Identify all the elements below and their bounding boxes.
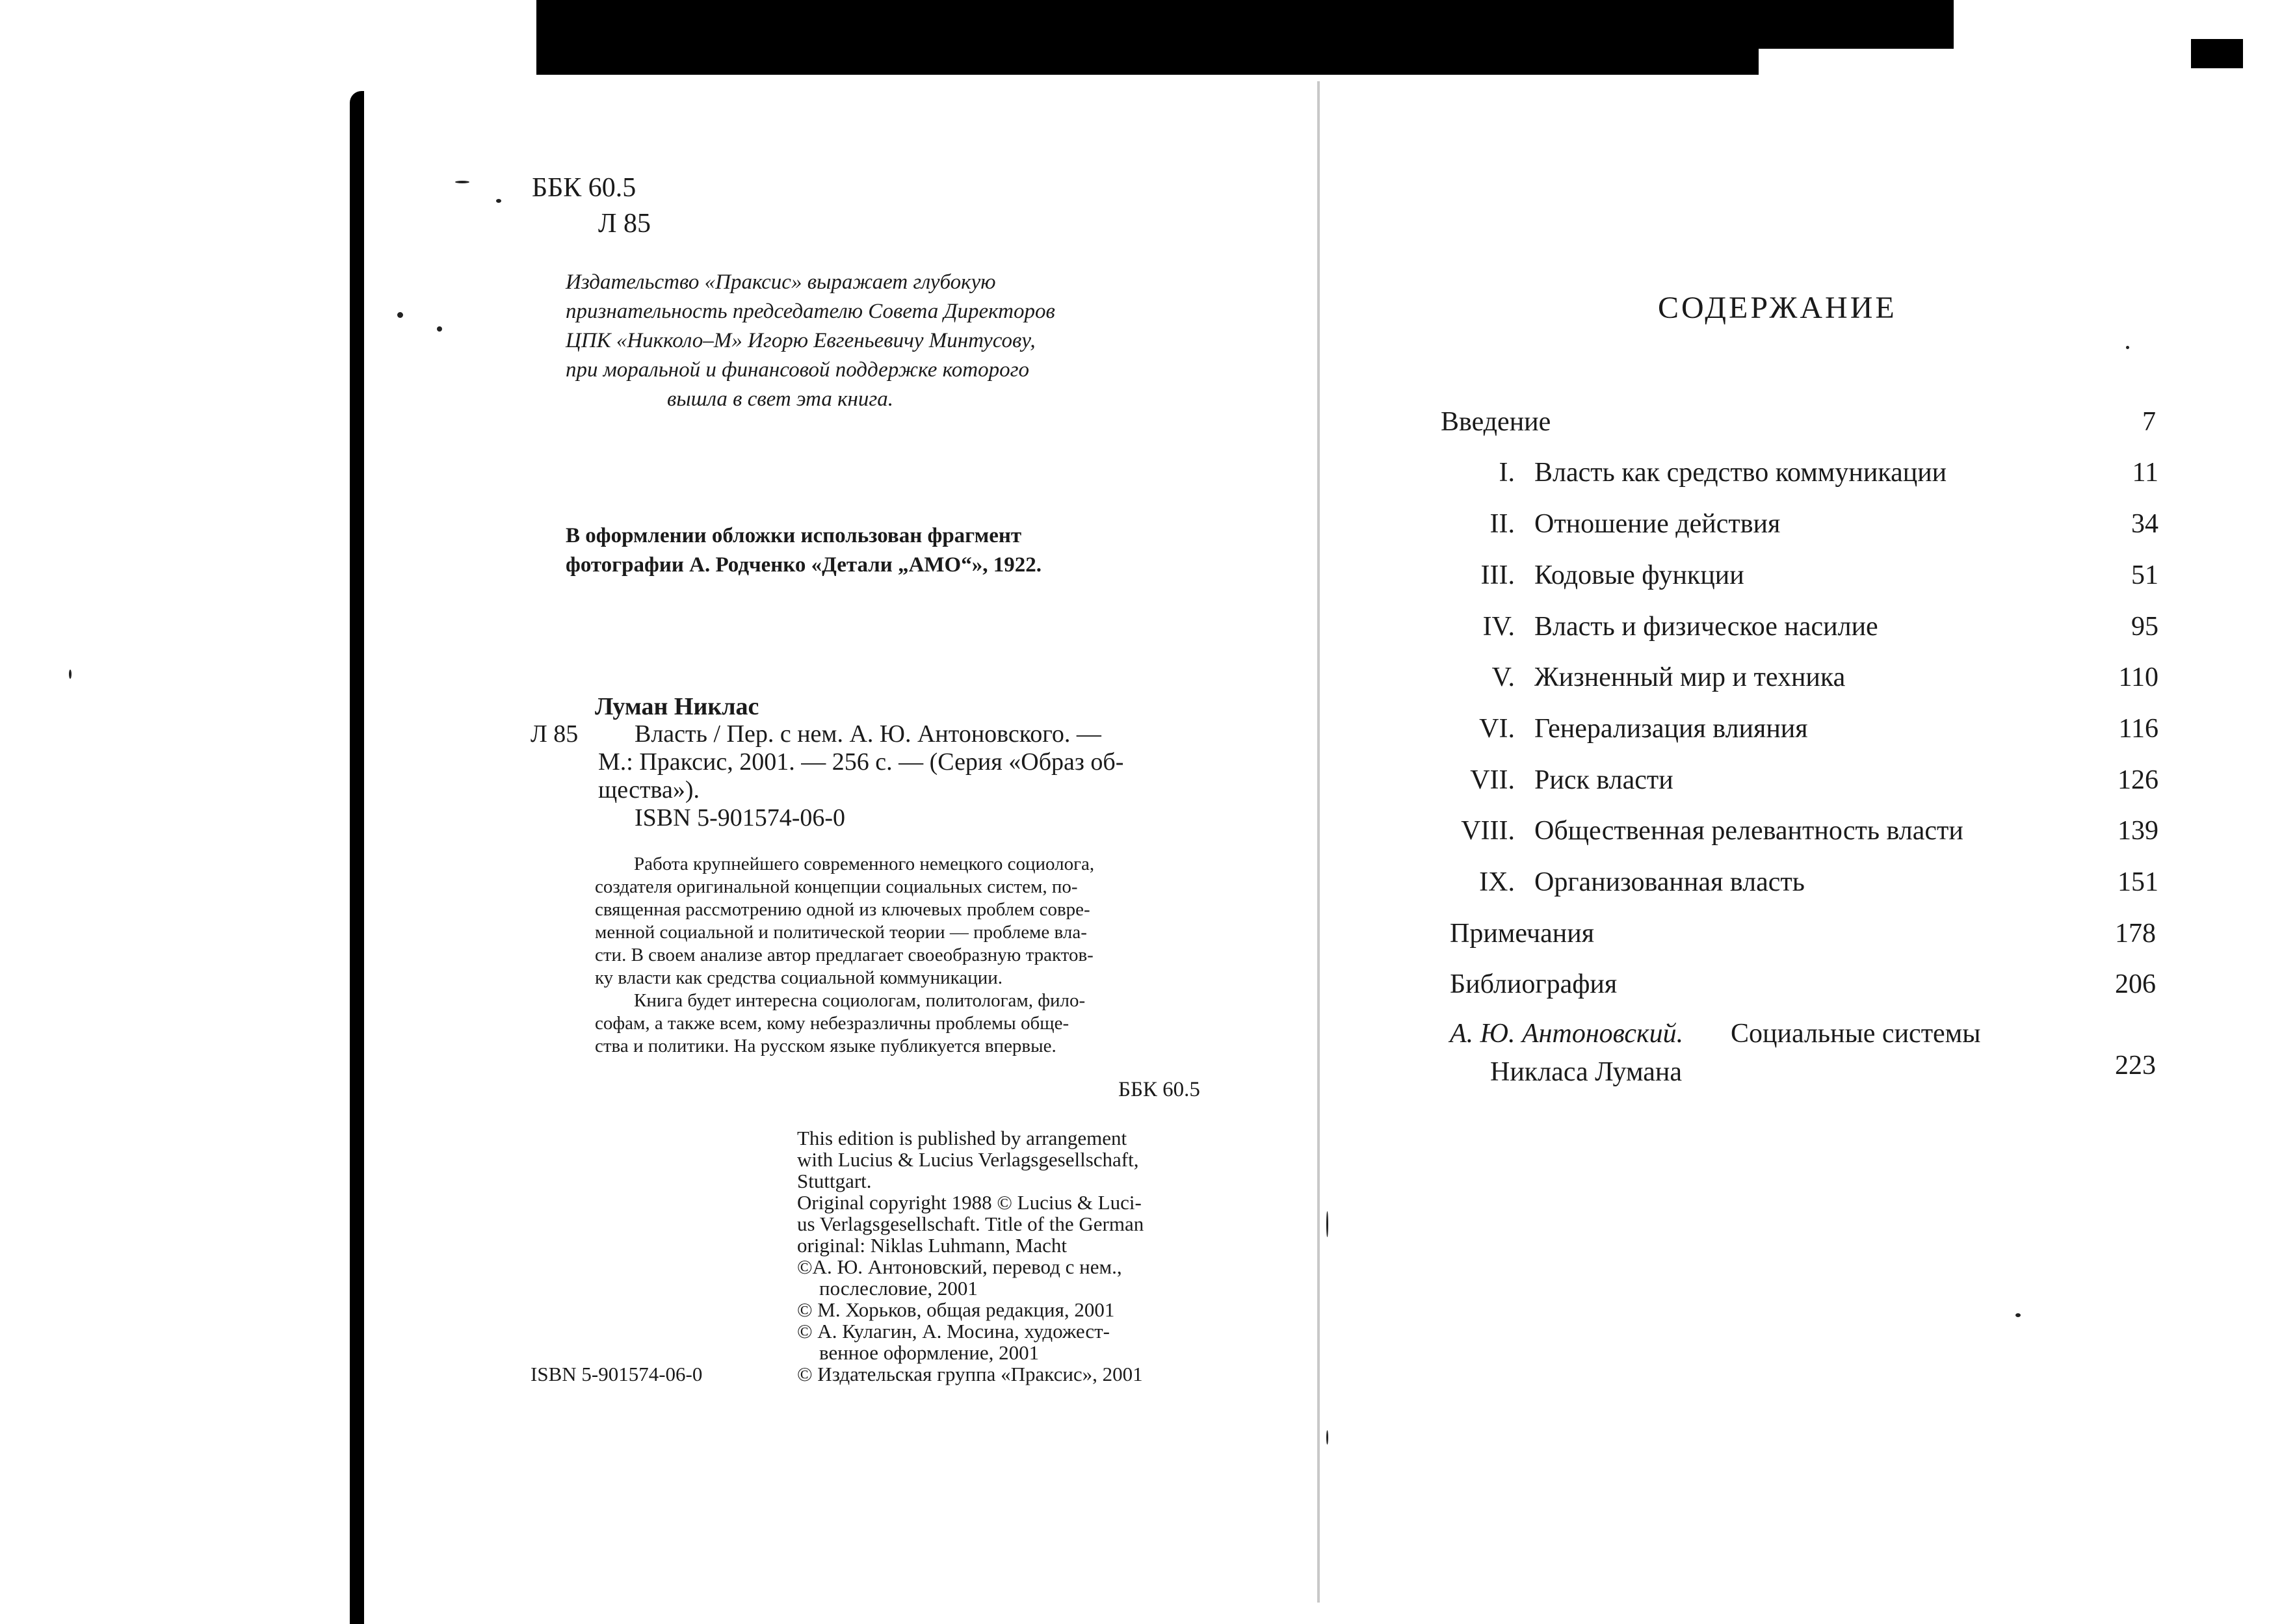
scan-speck [496, 199, 501, 203]
cover-note-line: фотографии А. Родченко «Детали „АМО“», 1922. [566, 553, 1042, 577]
toc-number: III. [1480, 560, 1515, 590]
toc-page: 223 [2115, 1051, 2156, 1080]
scan-speck [69, 670, 72, 679]
acknowledgement-line: Издательство «Праксис» выражает глубокую [566, 270, 996, 294]
toc-title: Кодовые функции [1534, 560, 1744, 590]
acknowledgement-line: ЦПК «Никколо–М» Игорю Евгеньевичу Минтусову, [566, 329, 1036, 352]
toc-title: Библиография [1450, 969, 1618, 999]
toc-title: Отношение действия [1534, 509, 1781, 539]
toc-page: 206 [2115, 969, 2156, 999]
scan-speck [1326, 1430, 1328, 1445]
toc-number: I. [1499, 458, 1515, 488]
biblio-line: щества»). [598, 776, 700, 804]
toc-row [1443, 611, 2158, 650]
toc-page: 139 [2118, 816, 2158, 846]
scan-speck [397, 312, 403, 318]
biblio-author: Луман Никлас [595, 693, 759, 720]
scan-speck [437, 326, 442, 332]
scan-speck [2015, 1313, 2021, 1317]
abstract-line: Книга будет интересна социологам, политологам, фило- [634, 990, 1086, 1011]
toc-number: IV. [1482, 612, 1515, 642]
toc-page: 151 [2118, 867, 2158, 897]
abstract-line: ку власти как средства социальной коммуникации. [595, 967, 1003, 988]
toc-title: Власть как средство коммуникации [1534, 458, 1947, 488]
copyright-line: Original copyright 1988 © Lucius & Luci- [797, 1191, 1142, 1214]
toc-title: Власть и физическое насилие [1534, 612, 1878, 642]
toc-number: VI. [1479, 714, 1515, 744]
toc-title: Риск власти [1534, 765, 1673, 795]
abstract-line: софам, а также всем, кому небезразличны проблемы обще- [595, 1013, 1069, 1034]
toc-row [1443, 457, 2158, 496]
scan-border-top-left [536, 0, 1759, 81]
acknowledgement-line: при моральной и финансовой поддержке которого [566, 358, 1029, 382]
biblio-isbn: ISBN 5-901574-06-0 [635, 804, 846, 832]
toc-page: 11 [2132, 458, 2158, 488]
isbn-bottom: ISBN 5-901574-06-0 [531, 1363, 703, 1385]
toc-row [1443, 765, 2158, 804]
scan-border-top-right [1759, 0, 1954, 49]
scan-border-top-corner [2191, 39, 2243, 68]
copyright-line: with Lucius & Lucius Verlagsgesellschaft, [797, 1148, 1139, 1171]
toc-row [1443, 508, 2158, 547]
abstract-line: создателя оригинальной концепции социальных систем, по- [595, 876, 1078, 897]
toc-title: Общественная релевантность власти [1534, 816, 1963, 846]
toc-title: Организованная власть [1534, 867, 1805, 897]
biblio-line: М.: Праксис, 2001. — 256 с. — (Серия «Образ об- [598, 748, 1124, 776]
abstract-line: менной социальной и политической теории — проблеме вла- [595, 922, 1087, 943]
biblio-line: Власть / Пер. с нем. А. Ю. Антоновского. — [635, 720, 1101, 748]
toc-row [1450, 918, 2156, 957]
copyright-line: © А. Кулагин, А. Мосина, художест- [797, 1320, 1110, 1342]
copyright-line: послесловие, 2001 [819, 1277, 978, 1300]
cover-note-line: В оформлении обложки использован фрагмент [566, 524, 1022, 547]
toc-row [1443, 662, 2158, 701]
toc-row [1443, 815, 2158, 854]
toc-title: Жизненный мир и техника [1534, 662, 1846, 692]
abstract-line: Работа крупнейшего современного немецкого социолога, [634, 854, 1095, 874]
scan-speck [2126, 346, 2129, 349]
copyright-line: венное оформление, 2001 [819, 1341, 1040, 1364]
toc-title: Введение [1441, 407, 1551, 437]
toc-page: 178 [2115, 919, 2156, 949]
toc-row [1450, 969, 2156, 1008]
copyright-line: This edition is published by arrangement [797, 1127, 1127, 1149]
scan-speck [455, 181, 469, 183]
copyright-line: © Издательская группа «Праксис», 2001 [797, 1363, 1143, 1385]
spine-gutter [1317, 81, 1320, 1603]
scan-speck [1326, 1211, 1328, 1237]
toc-page: 51 [2131, 560, 2158, 590]
abstract-line: сти. В своем анализе автор предлагает своеобразную трактов- [595, 945, 1094, 965]
abstract-line: священная рассмотрению одной из ключевых проблем совре- [595, 899, 1090, 920]
copyright-line: Stuttgart. [797, 1170, 872, 1192]
toc-number: IX. [1479, 867, 1515, 897]
toc-number: II. [1489, 509, 1515, 539]
afterword-title-line: Социальные системы [1731, 1019, 1981, 1049]
toc-page: 7 [2142, 407, 2156, 437]
copyright-line: us Verlagsgesellschaft. Title of the German [797, 1212, 1144, 1235]
toc-number: VII. [1470, 765, 1515, 795]
toc-heading: СОДЕРЖАНИЕ [1658, 291, 1897, 325]
toc-page: 95 [2131, 612, 2158, 642]
copyright-line: original: Niklas Luhmann, Macht [797, 1234, 1067, 1257]
acknowledgement-line: вышла в свет эта книга. [667, 387, 893, 411]
toc-page: 126 [2118, 765, 2158, 795]
cutter-code: Л 85 [598, 209, 651, 239]
afterword-author: А. Ю. Антоновский. [1450, 1019, 1684, 1049]
toc-page: 116 [2118, 714, 2158, 744]
toc-number: V. [1491, 662, 1515, 692]
acknowledgement-line: признательность председателю Совета Директоров [566, 300, 1055, 323]
bbk-code: ББК 60.5 [532, 173, 636, 203]
toc-row [1443, 713, 2158, 752]
biblio-cutter: Л 85 [531, 720, 579, 748]
toc-page: 110 [2118, 662, 2158, 692]
abstract-line: ства и политики. На русском языке публикуется впервые. [595, 1036, 1056, 1056]
toc-title: Генерализация влияния [1534, 714, 1808, 744]
toc-row [1443, 560, 2158, 599]
copyright-line: © М. Хорьков, общая редакция, 2001 [797, 1298, 1115, 1321]
toc-row [1443, 867, 2158, 906]
copyright-line: ©А. Ю. Антоновский, перевод с нем., [797, 1255, 1122, 1278]
toc-number: VIII. [1461, 816, 1515, 846]
toc-page: 34 [2131, 509, 2158, 539]
bbk-bottom: ББК 60.5 [1118, 1078, 1200, 1101]
toc-row [1441, 406, 2156, 445]
toc-title: Примечания [1450, 919, 1595, 949]
afterword-title-line: Никласа Лумана [1490, 1057, 1683, 1087]
